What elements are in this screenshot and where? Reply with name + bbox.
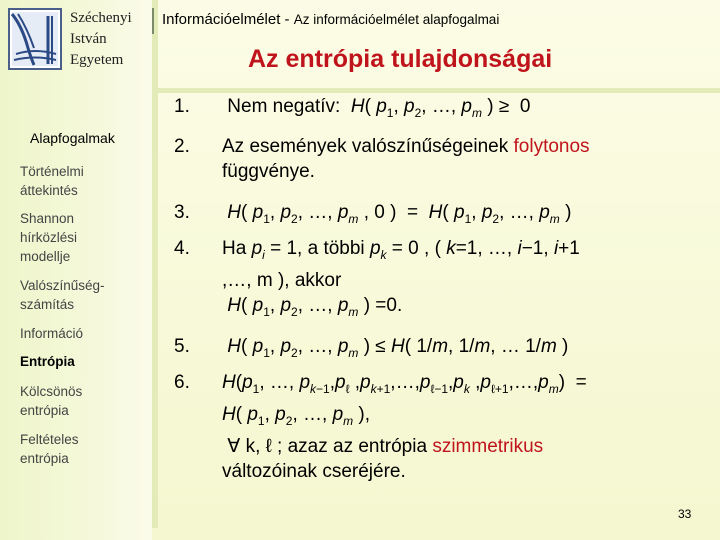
- property-2-text: Az események valószínűségeinek: [222, 136, 509, 157]
- property-2-suffix: függvénye.: [222, 161, 315, 182]
- item-number: 2.: [174, 136, 190, 157]
- property-3: H( $p_1$, $p_2$, …, $p_m$ , 0 ) = H( $p_1$, $p_2$, …, $p_m$ ): [227, 202, 572, 226]
- slide-title: Az entrópia tulajdonságai: [248, 45, 553, 73]
- sidebar-item-felteteles[interactable]: [20, 430, 79, 468]
- item-number: 1.: [174, 96, 190, 117]
- item-number: 5.: [174, 336, 190, 357]
- header-separator: [152, 8, 154, 34]
- page-number: 33: [678, 507, 692, 521]
- sidebar-item-label: Entrópia: [20, 354, 75, 369]
- property-4-line2: ,…, m ), akkor: [222, 269, 342, 291]
- property-4-c: = 0 , (: [391, 238, 441, 259]
- property-6-highlight: szimmetrikus: [432, 435, 544, 457]
- university-name: [70, 8, 132, 71]
- sidebar-item-label: áttekintés: [20, 183, 78, 198]
- sidebar-item-label: számítás: [20, 297, 75, 312]
- sidebar-item-kolcsonos[interactable]: [20, 382, 82, 420]
- property-4-e: −1,: [521, 238, 549, 259]
- sidebar-item-label: entrópia: [20, 403, 69, 418]
- property-6-text: k, ℓ ; azaz az entrópia: [245, 435, 428, 457]
- sidebar-item-label: modellje: [20, 249, 71, 264]
- sidebar-item-informacio[interactable]: [20, 324, 83, 343]
- sidebar-item-label: Információ: [20, 326, 84, 341]
- vertical-divider: [152, 0, 158, 528]
- sidebar-item-label: entrópia: [20, 451, 69, 466]
- property-4-f: +1: [558, 238, 580, 259]
- sidebar-heading[interactable]: Alapfogalmak: [30, 130, 115, 146]
- sidebar-item-entropia[interactable]: [20, 352, 75, 371]
- sidebar-item-label: Feltételes: [20, 432, 79, 447]
- university-line-2: István: [70, 31, 107, 47]
- sidebar-item-tortenelmi[interactable]: [20, 162, 84, 200]
- property-4: Ha $p_i = 1$, a többi $p_k = 0$ , ( k=1, …, i−1, i+1 ,…, m ), akkor H( $p_1$, $p_2$, …, $p_m$ ) =0.: [222, 238, 580, 319]
- property-6: $H(p_1$, …, $p_{k-1},p_\ell$ $,p_{k+1},\dots,p_{\ell-1},p_k$ $,p_{\ell+1},\dots,p_m$) = H( $p_1$, $p_2$, …, $p_m$ ), ∀ k, ℓ ; azaz az entrópia szimmetrikus változóinak cseréjére.: [222, 372, 587, 482]
- university-line-3: Egyetem: [70, 52, 124, 68]
- horizontal-divider: [152, 88, 720, 93]
- course-header: [162, 11, 499, 28]
- course-subtitle: Az információelmélet alapfogalmai: [293, 12, 500, 27]
- property-4-a: Ha: [222, 238, 247, 259]
- property-6-suffix: változóinak cseréjére.: [222, 460, 406, 482]
- sidebar-item-valoszinuseg[interactable]: [20, 276, 105, 314]
- university-logo-icon: [8, 8, 62, 70]
- sidebar-item-label: Valószínűség-: [20, 278, 105, 293]
- property-1: Nem negatív: H( $p_1$, $p_2$, …, $p_m$ ) ≥ 0: [222, 96, 531, 120]
- property-4-d: =1, …,: [455, 238, 513, 259]
- property-2-highlight: folytonos: [513, 136, 590, 157]
- sidebar-item-label: Kölcsönös: [20, 384, 83, 399]
- university-line-1: Széchenyi: [70, 10, 132, 26]
- sidebar-item-shannon[interactable]: [20, 209, 77, 266]
- item-number: 4.: [174, 238, 190, 259]
- item-number: 3.: [174, 202, 190, 223]
- sidebar-item-label: Történelmi: [20, 164, 84, 179]
- sidebar-item-label: hírközlési: [20, 230, 78, 245]
- sidebar-item-label: Shannon: [20, 211, 75, 226]
- property-5: H( $p_1$, $p_2$, …, $p_m$ ) ≤ H( 1/m, 1/m, … 1/m ): [227, 336, 569, 360]
- item-number: 6.: [174, 372, 190, 393]
- course-name: Információelmélet -: [162, 11, 290, 28]
- property-4-b: = 1, a többi: [270, 238, 365, 259]
- property-2: [222, 134, 590, 184]
